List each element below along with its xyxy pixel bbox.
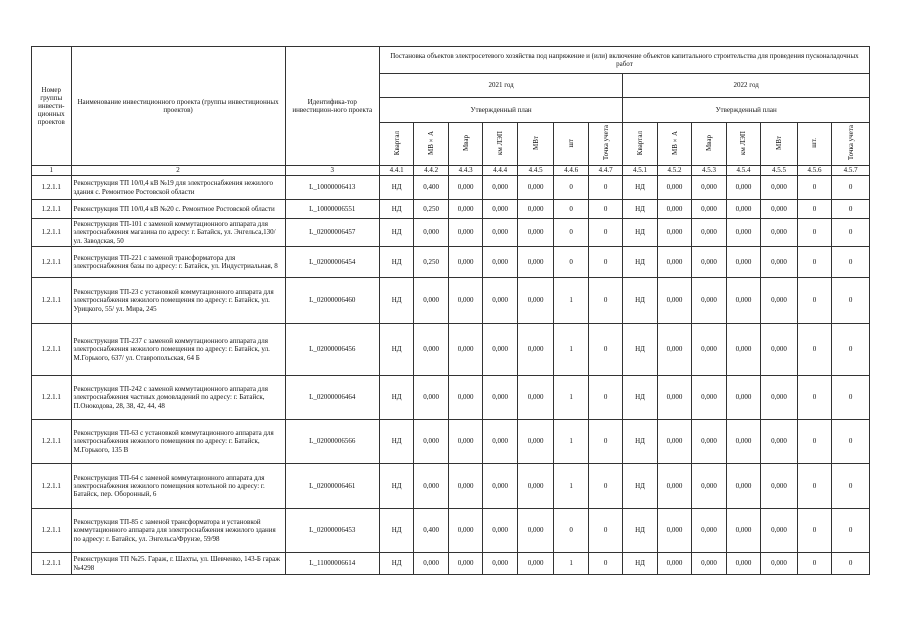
value-cell: 0 xyxy=(554,247,588,278)
value-cell: 0,000 xyxy=(657,553,691,575)
project-name-cell: Реконструкция ТП-242 с заменой коммутационного аппарата для электроснабжения частных домовладений по адресу: г. Батайск, П.Онокодова, 28, 38, 42, 44, 48 xyxy=(71,376,285,420)
value-cell: 0,000 xyxy=(517,464,554,509)
identifier-cell: L_02000006460 xyxy=(285,278,379,324)
group-number-cell: 1.2.1.1 xyxy=(32,420,72,464)
value-cell: НД xyxy=(379,278,413,324)
value-cell: 0,000 xyxy=(761,219,798,247)
value-cell: 0 xyxy=(797,219,831,247)
header-plan-2022: Утвержденный план xyxy=(623,98,870,123)
value-cell: 0,000 xyxy=(483,278,517,324)
value-cell: 0,000 xyxy=(448,278,482,324)
column-number: 4.5.6 xyxy=(797,166,831,176)
table-row xyxy=(32,219,870,247)
value-cell: 0 xyxy=(588,176,622,200)
value-cell: 0,000 xyxy=(448,464,482,509)
value-cell: 0,000 xyxy=(483,553,517,575)
table-row xyxy=(32,464,870,509)
table-row xyxy=(32,176,870,200)
value-cell: 0,000 xyxy=(414,553,448,575)
value-cell: 0,000 xyxy=(692,464,726,509)
value-cell: 0,000 xyxy=(761,278,798,324)
value-cell: 0,000 xyxy=(517,376,554,420)
header-unit-label: км ЛЭП xyxy=(496,130,505,155)
value-cell: 0 xyxy=(797,464,831,509)
value-cell: 0,000 xyxy=(483,509,517,553)
value-cell: 0,000 xyxy=(657,324,691,376)
value-cell: 0,000 xyxy=(692,509,726,553)
value-cell: 0,000 xyxy=(414,464,448,509)
value-cell: 0 xyxy=(832,464,870,509)
value-cell: 0,000 xyxy=(657,464,691,509)
identifier-cell: L_11000006614 xyxy=(285,553,379,575)
value-cell: 0,000 xyxy=(657,509,691,553)
value-cell: 0,000 xyxy=(483,200,517,219)
project-name-cell: Реконструкция ТП-101 с заменой коммутационного аппарата для электроснабжения магазина по адресу: г. Батайск, ул. Энгельса,130/ ул. Заводская, 50 xyxy=(71,219,285,247)
value-cell: 0,000 xyxy=(414,376,448,420)
value-cell: 0,000 xyxy=(726,324,760,376)
value-cell: 0,000 xyxy=(517,200,554,219)
header-unit-cell xyxy=(483,123,517,166)
project-name-cell: Реконструкция ТП-64 с заменой коммутационного аппарата для электроснабжения нежилого помещения котельной по адресу: г. Батайск, пер. Оборонный, 6 xyxy=(71,464,285,509)
value-cell: 0 xyxy=(588,278,622,324)
value-cell: НД xyxy=(623,200,657,219)
header-unit-cell xyxy=(692,123,726,166)
column-number: 4.5.1 xyxy=(623,166,657,176)
header-unit-cell xyxy=(832,123,870,166)
value-cell: НД xyxy=(623,219,657,247)
value-cell: 0,000 xyxy=(448,509,482,553)
value-cell: 0,000 xyxy=(657,200,691,219)
project-name-cell: Реконструкция ТП 10/0,4 кВ №19 для электроснабжения нежилого здания с. Ремонтное Ростовской области xyxy=(71,176,285,200)
header-group-number: Номер группы инвести-ционных проектов xyxy=(32,47,72,166)
column-number: 4.4.5 xyxy=(517,166,554,176)
value-cell: НД xyxy=(623,247,657,278)
header-unit-label: шт. xyxy=(810,138,819,148)
header-unit-cell xyxy=(554,123,588,166)
column-number: 4.5.2 xyxy=(657,166,691,176)
value-cell: 0 xyxy=(797,376,831,420)
table-row xyxy=(32,278,870,324)
value-cell: 0 xyxy=(832,247,870,278)
value-cell: 0,000 xyxy=(726,376,760,420)
column-number: 1 xyxy=(32,166,72,176)
table-row xyxy=(32,553,870,575)
value-cell: 1 xyxy=(554,376,588,420)
value-cell: 0 xyxy=(554,509,588,553)
value-cell: 0,000 xyxy=(761,420,798,464)
value-cell: 0 xyxy=(588,219,622,247)
value-cell: 0,000 xyxy=(657,176,691,200)
header-unit-label: Точка учета xyxy=(846,125,855,161)
header-unit-label: МВт xyxy=(774,136,783,150)
value-cell: 0,000 xyxy=(483,464,517,509)
table-row xyxy=(32,200,870,219)
value-cell: НД xyxy=(379,176,413,200)
table-row xyxy=(32,376,870,420)
value-cell: 0,000 xyxy=(448,219,482,247)
header-unit-cell xyxy=(761,123,798,166)
value-cell: 0 xyxy=(554,176,588,200)
header-unit-label: МВ×А xyxy=(427,131,436,155)
project-name-cell: Реконструкция ТП-63 с установкой коммутационного аппарата для электроснабжения нежилого помещения по адресу: г. Батайск, М.Горького, 135 В xyxy=(71,420,285,464)
value-cell: НД xyxy=(379,464,413,509)
value-cell: 0,400 xyxy=(414,176,448,200)
column-number: 4.5.7 xyxy=(832,166,870,176)
header-unit-label: МВ×А xyxy=(670,131,679,155)
value-cell: 0 xyxy=(832,324,870,376)
value-cell: 0,000 xyxy=(726,247,760,278)
value-cell: 0,000 xyxy=(517,509,554,553)
value-cell: НД xyxy=(623,464,657,509)
value-cell: 0,000 xyxy=(657,247,691,278)
value-cell: 0,000 xyxy=(448,420,482,464)
value-cell: 0,000 xyxy=(726,553,760,575)
value-cell: 0 xyxy=(797,420,831,464)
header-main-title: Постановка объектов электросетевого хозяйства под напряжение и (или) включение объектов капитального строительства для проведения пусконаладочных работ xyxy=(379,47,869,74)
identifier-cell: L_02000006464 xyxy=(285,376,379,420)
header-unit-label: Мвар xyxy=(461,134,470,151)
value-cell: 0,000 xyxy=(517,278,554,324)
value-cell: 0,000 xyxy=(517,247,554,278)
identifier-cell: L_02000006461 xyxy=(285,464,379,509)
value-cell: 0 xyxy=(832,200,870,219)
value-cell: 0,000 xyxy=(761,464,798,509)
header-plan-2021: Утвержденный план xyxy=(379,98,622,123)
value-cell: 0,000 xyxy=(483,176,517,200)
project-name-cell: Реконструкция ТП-85 с заменой трансформатора и установкой коммутационного аппарата для электроснабжения нежилого здания по адресу: г. Батайск, ул. Энгельса/Фрунзе, 59/98 xyxy=(71,509,285,553)
group-number-cell: 1.2.1.1 xyxy=(32,200,72,219)
value-cell: 0,000 xyxy=(448,247,482,278)
value-cell: 0,000 xyxy=(726,278,760,324)
value-cell: НД xyxy=(379,219,413,247)
header-project-name: Наименование инвестиционного проекта (группы инвестиционных проектов) xyxy=(71,47,285,166)
identifier-cell: L_10000006551 xyxy=(285,200,379,219)
identifier-cell: L_02000006454 xyxy=(285,247,379,278)
header-identifier: Идентифика-тор инвестицион-ного проекта xyxy=(285,47,379,166)
table-row xyxy=(32,420,870,464)
project-name-cell: Реконструкция ТП-237 с заменой коммутационного аппарата для электроснабжения нежилого помещения по адресу: г. Батайск, ул. М.Горького, 637/ ул. Ставропольская, 64 Б xyxy=(71,324,285,376)
value-cell: 0 xyxy=(588,324,622,376)
value-cell: 0 xyxy=(832,219,870,247)
project-name-cell: Реконструкция ТП №25. Гараж, г. Шахты, ул. Шевченко, 143-Б гараж №4298 xyxy=(71,553,285,575)
group-number-cell: 1.2.1.1 xyxy=(32,376,72,420)
header-year-2021: 2021 год xyxy=(379,74,622,98)
value-cell: 0,000 xyxy=(692,324,726,376)
value-cell: 1 xyxy=(554,420,588,464)
value-cell: 0 xyxy=(832,176,870,200)
value-cell: 0 xyxy=(832,420,870,464)
value-cell: 0 xyxy=(554,219,588,247)
table-row xyxy=(32,247,870,278)
value-cell: 0,250 xyxy=(414,247,448,278)
value-cell: НД xyxy=(623,324,657,376)
identifier-cell: L_02000006453 xyxy=(285,509,379,553)
value-cell: НД xyxy=(379,553,413,575)
value-cell: 0 xyxy=(832,278,870,324)
value-cell: 0,000 xyxy=(483,420,517,464)
value-cell: 0,000 xyxy=(692,420,726,464)
value-cell: НД xyxy=(623,176,657,200)
value-cell: 0,000 xyxy=(726,219,760,247)
value-cell: 0,000 xyxy=(517,219,554,247)
value-cell: НД xyxy=(379,420,413,464)
header-year-2022: 2022 год xyxy=(623,74,870,98)
table-row xyxy=(32,324,870,376)
column-number: 4.5.4 xyxy=(726,166,760,176)
column-number: 4.4.6 xyxy=(554,166,588,176)
value-cell: 0,000 xyxy=(726,420,760,464)
investment-table xyxy=(31,46,870,575)
column-number: 4.4.2 xyxy=(414,166,448,176)
header-unit-label: шт xyxy=(567,138,576,148)
project-name-cell: Реконструкция ТП 10/0,4 кВ №20 с. Ремонтное Ростовской области xyxy=(71,200,285,219)
value-cell: 0,000 xyxy=(414,219,448,247)
header-unit-cell xyxy=(379,123,413,166)
project-name-cell: Реконструкция ТП-221 с заменой трансформатора для электроснабжения базы по адресу: г. Батайск, ул. Индустриальная, 8 xyxy=(71,247,285,278)
value-cell: 0 xyxy=(797,553,831,575)
value-cell: 0,000 xyxy=(448,200,482,219)
value-cell: 1 xyxy=(554,278,588,324)
header-unit-cell xyxy=(726,123,760,166)
header-unit-cell xyxy=(517,123,554,166)
header-unit-cell xyxy=(588,123,622,166)
column-number: 4.5.3 xyxy=(692,166,726,176)
value-cell: 0 xyxy=(588,420,622,464)
column-number: 4.4.7 xyxy=(588,166,622,176)
group-number-cell: 1.2.1.1 xyxy=(32,247,72,278)
value-cell: 0,000 xyxy=(657,219,691,247)
value-cell: 0 xyxy=(588,464,622,509)
group-number-cell: 1.2.1.1 xyxy=(32,509,72,553)
value-cell: 0,000 xyxy=(761,553,798,575)
value-cell: 0,000 xyxy=(692,176,726,200)
identifier-cell: L_10000006413 xyxy=(285,176,379,200)
column-number: 4.4.1 xyxy=(379,166,413,176)
value-cell: 0,000 xyxy=(692,200,726,219)
value-cell: 0,000 xyxy=(657,376,691,420)
value-cell: 1 xyxy=(554,324,588,376)
value-cell: 0,000 xyxy=(414,278,448,324)
value-cell: 0 xyxy=(797,247,831,278)
value-cell: 0 xyxy=(797,278,831,324)
value-cell: 0 xyxy=(588,553,622,575)
value-cell: 0,000 xyxy=(761,247,798,278)
value-cell: 0,000 xyxy=(448,553,482,575)
group-number-cell: 1.2.1.1 xyxy=(32,176,72,200)
value-cell: НД xyxy=(379,376,413,420)
value-cell: 0 xyxy=(588,247,622,278)
value-cell: 0,000 xyxy=(761,324,798,376)
value-cell: 0,000 xyxy=(657,420,691,464)
value-cell: 0,000 xyxy=(761,509,798,553)
value-cell: 0,000 xyxy=(483,324,517,376)
header-unit-cell xyxy=(448,123,482,166)
value-cell: 0,000 xyxy=(692,553,726,575)
value-cell: 0 xyxy=(832,376,870,420)
value-cell: 0,000 xyxy=(448,324,482,376)
identifier-cell: L_02000006457 xyxy=(285,219,379,247)
identifier-cell: L_02000006456 xyxy=(285,324,379,376)
value-cell: 0,000 xyxy=(726,176,760,200)
group-number-cell: 1.2.1.1 xyxy=(32,278,72,324)
value-cell: НД xyxy=(623,420,657,464)
value-cell: 0 xyxy=(832,509,870,553)
value-cell: 0 xyxy=(797,200,831,219)
value-cell: НД xyxy=(379,247,413,278)
group-number-cell: 1.2.1.1 xyxy=(32,464,72,509)
value-cell: 0,000 xyxy=(692,247,726,278)
value-cell: 0,400 xyxy=(414,509,448,553)
header-unit-label: км ЛЭП xyxy=(739,130,748,155)
value-cell: 0,000 xyxy=(761,176,798,200)
column-number: 3 xyxy=(285,166,379,176)
value-cell: 0,000 xyxy=(517,176,554,200)
value-cell: 0 xyxy=(832,553,870,575)
header-unit-cell xyxy=(414,123,448,166)
value-cell: 0,250 xyxy=(414,200,448,219)
value-cell: 0,000 xyxy=(761,376,798,420)
value-cell: 0 xyxy=(554,200,588,219)
column-number: 2 xyxy=(71,166,285,176)
identifier-cell: L_02000006566 xyxy=(285,420,379,464)
value-cell: 0,000 xyxy=(692,219,726,247)
value-cell: 0,000 xyxy=(483,247,517,278)
value-cell: 0,000 xyxy=(761,200,798,219)
value-cell: 0,000 xyxy=(517,324,554,376)
header-unit-label: Квартал xyxy=(392,130,401,156)
value-cell: НД xyxy=(623,376,657,420)
column-number: 4.4.4 xyxy=(483,166,517,176)
value-cell: 0,000 xyxy=(692,376,726,420)
value-cell: 0 xyxy=(588,200,622,219)
value-cell: 0,000 xyxy=(657,278,691,324)
header-unit-cell xyxy=(797,123,831,166)
table-row xyxy=(32,509,870,553)
value-cell: НД xyxy=(379,324,413,376)
value-cell: 1 xyxy=(554,553,588,575)
value-cell: 0,000 xyxy=(483,376,517,420)
value-cell: 0,000 xyxy=(692,278,726,324)
value-cell: 0,000 xyxy=(448,376,482,420)
value-cell: 0,000 xyxy=(414,324,448,376)
value-cell: 0 xyxy=(797,176,831,200)
header-unit-cell xyxy=(657,123,691,166)
value-cell: 0,000 xyxy=(726,464,760,509)
column-number: 4.4.3 xyxy=(448,166,482,176)
project-name-cell: Реконструкция ТП-23 с установкой коммутационного аппарата для электроснабжения нежилого помещения по адресу: г. Батайск, ул. Урицкого, 55/ ул. Мира, 245 xyxy=(71,278,285,324)
value-cell: 0 xyxy=(797,324,831,376)
value-cell: 0,000 xyxy=(726,509,760,553)
header-unit-cell xyxy=(623,123,657,166)
value-cell: НД xyxy=(623,509,657,553)
value-cell: НД xyxy=(379,200,413,219)
group-number-cell: 1.2.1.1 xyxy=(32,324,72,376)
value-cell: 0,000 xyxy=(726,200,760,219)
value-cell: 0,000 xyxy=(483,219,517,247)
header-unit-label: Квартал xyxy=(636,130,645,156)
value-cell: 0 xyxy=(588,509,622,553)
value-cell: 0,000 xyxy=(517,420,554,464)
value-cell: 1 xyxy=(554,464,588,509)
value-cell: НД xyxy=(623,553,657,575)
value-cell: 0 xyxy=(588,376,622,420)
value-cell: 0,000 xyxy=(448,176,482,200)
header-unit-label: Точка учета xyxy=(601,125,610,161)
column-number: 4.5.5 xyxy=(761,166,798,176)
value-cell: 0 xyxy=(797,509,831,553)
value-cell: НД xyxy=(623,278,657,324)
value-cell: 0,000 xyxy=(517,553,554,575)
value-cell: 0,000 xyxy=(414,420,448,464)
value-cell: НД xyxy=(379,509,413,553)
header-unit-label: Мвар xyxy=(705,134,713,151)
group-number-cell: 1.2.1.1 xyxy=(32,553,72,575)
group-number-cell: 1.2.1.1 xyxy=(32,219,72,247)
header-unit-label: МВт xyxy=(531,136,540,150)
